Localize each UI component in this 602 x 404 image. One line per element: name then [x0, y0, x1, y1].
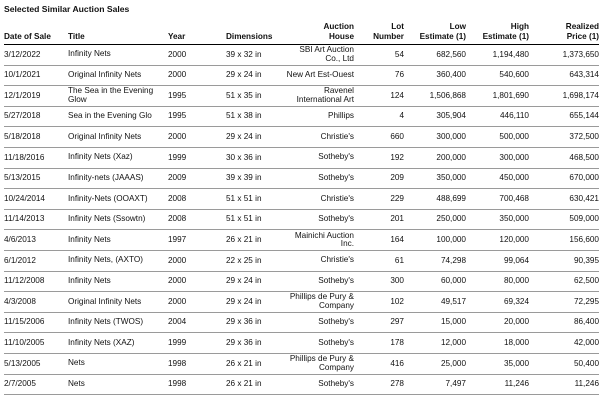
cell-dimensions: 26 x 21 in [226, 353, 284, 374]
cell-realized-price: 670,000 [529, 168, 599, 189]
cell-year: 2000 [168, 271, 226, 292]
cell-realized-price: 86,400 [529, 312, 599, 333]
cell-low-estimate: 200,000 [404, 147, 466, 168]
cell-realized-price: 62,500 [529, 271, 599, 292]
cell-date: 5/13/2005 [4, 353, 68, 374]
table-row [4, 374, 599, 395]
cell-lot-number: 54 [354, 45, 404, 66]
cell-realized-price: 643,314 [529, 65, 599, 86]
cell-year: 2000 [168, 65, 226, 86]
cell-date: 11/15/2006 [4, 312, 68, 333]
cell-low-estimate: 250,000 [404, 209, 466, 230]
cell-date: 5/13/2015 [4, 168, 68, 189]
cell-dimensions: 51 x 35 in [226, 86, 284, 107]
table-row [4, 147, 599, 168]
cell-high-estimate: 80,000 [466, 271, 529, 292]
cell-lot-number: 192 [354, 147, 404, 168]
cell-high-estimate: 69,324 [466, 292, 529, 313]
cell-realized-price: 655,144 [529, 106, 599, 127]
cell-title: The Sea in the Evening Glow [68, 86, 168, 107]
cell-realized-price: 468,500 [529, 147, 599, 168]
cell-realized-price: 11,246 [529, 374, 599, 395]
cell-date: 4/6/2013 [4, 230, 68, 251]
cell-title: Sea in the Evening Glo [68, 106, 168, 127]
cell-year: 1997 [168, 230, 226, 251]
header-title: Title [68, 16, 168, 45]
cell-year: 1995 [168, 86, 226, 107]
cell-dimensions: 39 x 39 in [226, 168, 284, 189]
cell-year: 2009 [168, 168, 226, 189]
cell-lot-number: 278 [354, 374, 404, 395]
table-body [4, 45, 599, 395]
cell-auction-house: Christie's [284, 189, 354, 210]
cell-lot-number: 300 [354, 271, 404, 292]
cell-dimensions: 29 x 24 in [226, 271, 284, 292]
header-low-estimate: Low Estimate (1) [404, 16, 466, 45]
cell-date: 3/12/2022 [4, 45, 68, 66]
cell-realized-price: 509,000 [529, 209, 599, 230]
cell-low-estimate: 7,497 [404, 374, 466, 395]
cell-dimensions: 29 x 36 in [226, 312, 284, 333]
table-title: Selected Similar Auction Sales [4, 4, 130, 14]
header-year: Year [168, 16, 226, 45]
cell-lot-number: 124 [354, 86, 404, 107]
header-lot-number: Lot Number [354, 16, 404, 45]
cell-high-estimate: 35,000 [466, 353, 529, 374]
table-row [4, 312, 599, 333]
table-row [4, 65, 599, 86]
cell-title: Infinity Nets, (AXTO) [68, 250, 168, 271]
cell-dimensions: 26 x 21 in [226, 230, 284, 251]
cell-high-estimate: 1,801,690 [466, 86, 529, 107]
table-row [4, 45, 599, 66]
cell-realized-price: 372,500 [529, 127, 599, 148]
cell-lot-number: 201 [354, 209, 404, 230]
table-row [4, 353, 599, 374]
cell-dimensions: 29 x 24 in [226, 127, 284, 148]
cell-low-estimate: 488,699 [404, 189, 466, 210]
cell-year: 1999 [168, 147, 226, 168]
cell-date: 11/10/2005 [4, 333, 68, 354]
auction-sales-table [4, 16, 599, 395]
cell-auction-house: Mainichi Auction Inc. [284, 230, 354, 251]
cell-dimensions: 51 x 38 in [226, 106, 284, 127]
cell-high-estimate: 20,000 [466, 312, 529, 333]
table-row [4, 127, 599, 148]
cell-dimensions: 29 x 24 in [226, 292, 284, 313]
cell-high-estimate: 11,246 [466, 374, 529, 395]
cell-low-estimate: 300,000 [404, 127, 466, 148]
cell-auction-house: Phillips de Pury & Company [284, 353, 354, 374]
table-row [4, 292, 599, 313]
cell-low-estimate: 49,517 [404, 292, 466, 313]
cell-lot-number: 4 [354, 106, 404, 127]
cell-low-estimate: 60,000 [404, 271, 466, 292]
cell-dimensions: 51 x 51 in [226, 189, 284, 210]
cell-date: 6/1/2012 [4, 250, 68, 271]
cell-title: Infinity-nets (JAAAS) [68, 168, 168, 189]
cell-low-estimate: 1,506,868 [404, 86, 466, 107]
cell-year: 1998 [168, 374, 226, 395]
cell-high-estimate: 700,468 [466, 189, 529, 210]
header-dimensions: Dimensions [226, 16, 284, 45]
cell-low-estimate: 360,400 [404, 65, 466, 86]
table-row [4, 209, 599, 230]
cell-title: Infinity Nets (Ssowtn) [68, 209, 168, 230]
cell-low-estimate: 350,000 [404, 168, 466, 189]
cell-auction-house: Phillips de Pury & Company [284, 292, 354, 313]
header-high-estimate: High Estimate (1) [466, 16, 529, 45]
cell-auction-house: Ravenel International Art [284, 86, 354, 107]
cell-year: 2008 [168, 209, 226, 230]
header-row [4, 16, 599, 45]
table-row [4, 230, 599, 251]
cell-lot-number: 178 [354, 333, 404, 354]
table-row [4, 86, 599, 107]
cell-year: 2004 [168, 312, 226, 333]
cell-year: 2000 [168, 292, 226, 313]
cell-auction-house: New Art Est-Ouest [284, 65, 354, 86]
cell-auction-house: Sotheby's [284, 209, 354, 230]
cell-high-estimate: 446,110 [466, 106, 529, 127]
cell-high-estimate: 500,000 [466, 127, 529, 148]
cell-year: 2000 [168, 250, 226, 271]
cell-year: 1995 [168, 106, 226, 127]
cell-year: 1998 [168, 353, 226, 374]
header-auction-house: Auction House [284, 16, 354, 45]
cell-dimensions: 26 x 21 in [226, 374, 284, 395]
cell-high-estimate: 1,194,480 [466, 45, 529, 66]
table-row [4, 250, 599, 271]
cell-dimensions: 29 x 36 in [226, 333, 284, 354]
cell-auction-house: SBI Art Auction Co., Ltd [284, 45, 354, 66]
cell-dimensions: 39 x 32 in [226, 45, 284, 66]
cell-high-estimate: 540,600 [466, 65, 529, 86]
cell-high-estimate: 99,064 [466, 250, 529, 271]
cell-auction-house: Sotheby's [284, 168, 354, 189]
cell-high-estimate: 300,000 [466, 147, 529, 168]
cell-title: Infinity Nets [68, 230, 168, 251]
cell-auction-house: Sotheby's [284, 312, 354, 333]
cell-low-estimate: 25,000 [404, 353, 466, 374]
cell-realized-price: 156,600 [529, 230, 599, 251]
cell-dimensions: 30 x 36 in [226, 147, 284, 168]
cell-lot-number: 102 [354, 292, 404, 313]
cell-low-estimate: 12,000 [404, 333, 466, 354]
cell-date: 10/1/2021 [4, 65, 68, 86]
cell-high-estimate: 120,000 [466, 230, 529, 251]
cell-realized-price: 1,373,650 [529, 45, 599, 66]
cell-year: 2000 [168, 45, 226, 66]
cell-high-estimate: 350,000 [466, 209, 529, 230]
cell-auction-house: Sotheby's [284, 271, 354, 292]
cell-low-estimate: 682,560 [404, 45, 466, 66]
cell-low-estimate: 15,000 [404, 312, 466, 333]
cell-date: 4/3/2008 [4, 292, 68, 313]
header-realized-price: Realized Price (1) [529, 16, 599, 45]
cell-auction-house: Sotheby's [284, 147, 354, 168]
cell-date: 12/1/2019 [4, 86, 68, 107]
cell-realized-price: 90,395 [529, 250, 599, 271]
cell-low-estimate: 74,298 [404, 250, 466, 271]
cell-title: Nets [68, 374, 168, 395]
cell-title: Infinity-Nets (OOAXT) [68, 189, 168, 210]
cell-year: 2000 [168, 127, 226, 148]
cell-high-estimate: 450,000 [466, 168, 529, 189]
cell-year: 1999 [168, 333, 226, 354]
cell-year: 2008 [168, 189, 226, 210]
cell-lot-number: 416 [354, 353, 404, 374]
cell-title: Nets [68, 353, 168, 374]
cell-lot-number: 209 [354, 168, 404, 189]
cell-date: 11/18/2016 [4, 147, 68, 168]
cell-realized-price: 1,698,174 [529, 86, 599, 107]
table-row [4, 189, 599, 210]
cell-title: Original Infinity Nets [68, 65, 168, 86]
cell-lot-number: 76 [354, 65, 404, 86]
cell-date: 5/18/2018 [4, 127, 68, 148]
cell-date: 5/27/2018 [4, 106, 68, 127]
cell-title: Infinity Nets (XAZ) [68, 333, 168, 354]
cell-realized-price: 630,421 [529, 189, 599, 210]
cell-date: 10/24/2014 [4, 189, 68, 210]
table-row [4, 168, 599, 189]
cell-high-estimate: 18,000 [466, 333, 529, 354]
cell-dimensions: 51 x 51 in [226, 209, 284, 230]
cell-lot-number: 164 [354, 230, 404, 251]
cell-date: 11/14/2013 [4, 209, 68, 230]
cell-auction-house: Sotheby's [284, 374, 354, 395]
cell-lot-number: 297 [354, 312, 404, 333]
cell-low-estimate: 100,000 [404, 230, 466, 251]
cell-lot-number: 660 [354, 127, 404, 148]
cell-low-estimate: 305,904 [404, 106, 466, 127]
cell-date: 2/7/2005 [4, 374, 68, 395]
header-date: Date of Sale [4, 16, 68, 45]
cell-auction-house: Christie's [284, 250, 354, 271]
cell-dimensions: 22 x 25 in [226, 250, 284, 271]
cell-auction-house: Sotheby's [284, 333, 354, 354]
cell-title: Infinity Nets [68, 271, 168, 292]
cell-title: Original Infinity Nets [68, 127, 168, 148]
cell-lot-number: 229 [354, 189, 404, 210]
table-row [4, 106, 599, 127]
cell-title: Infinity Nets [68, 45, 168, 66]
cell-auction-house: Christie's [284, 127, 354, 148]
cell-title: Infinity Nets (Xaz) [68, 147, 168, 168]
cell-auction-house: Phillips [284, 106, 354, 127]
cell-lot-number: 61 [354, 250, 404, 271]
cell-title: Original Infinity Nets [68, 292, 168, 313]
cell-date: 11/12/2008 [4, 271, 68, 292]
table-row [4, 271, 599, 292]
cell-title: Infinity Nets (TWOS) [68, 312, 168, 333]
cell-realized-price: 42,000 [529, 333, 599, 354]
cell-realized-price: 50,400 [529, 353, 599, 374]
table-row [4, 333, 599, 354]
cell-dimensions: 29 x 24 in [226, 65, 284, 86]
cell-realized-price: 72,295 [529, 292, 599, 313]
